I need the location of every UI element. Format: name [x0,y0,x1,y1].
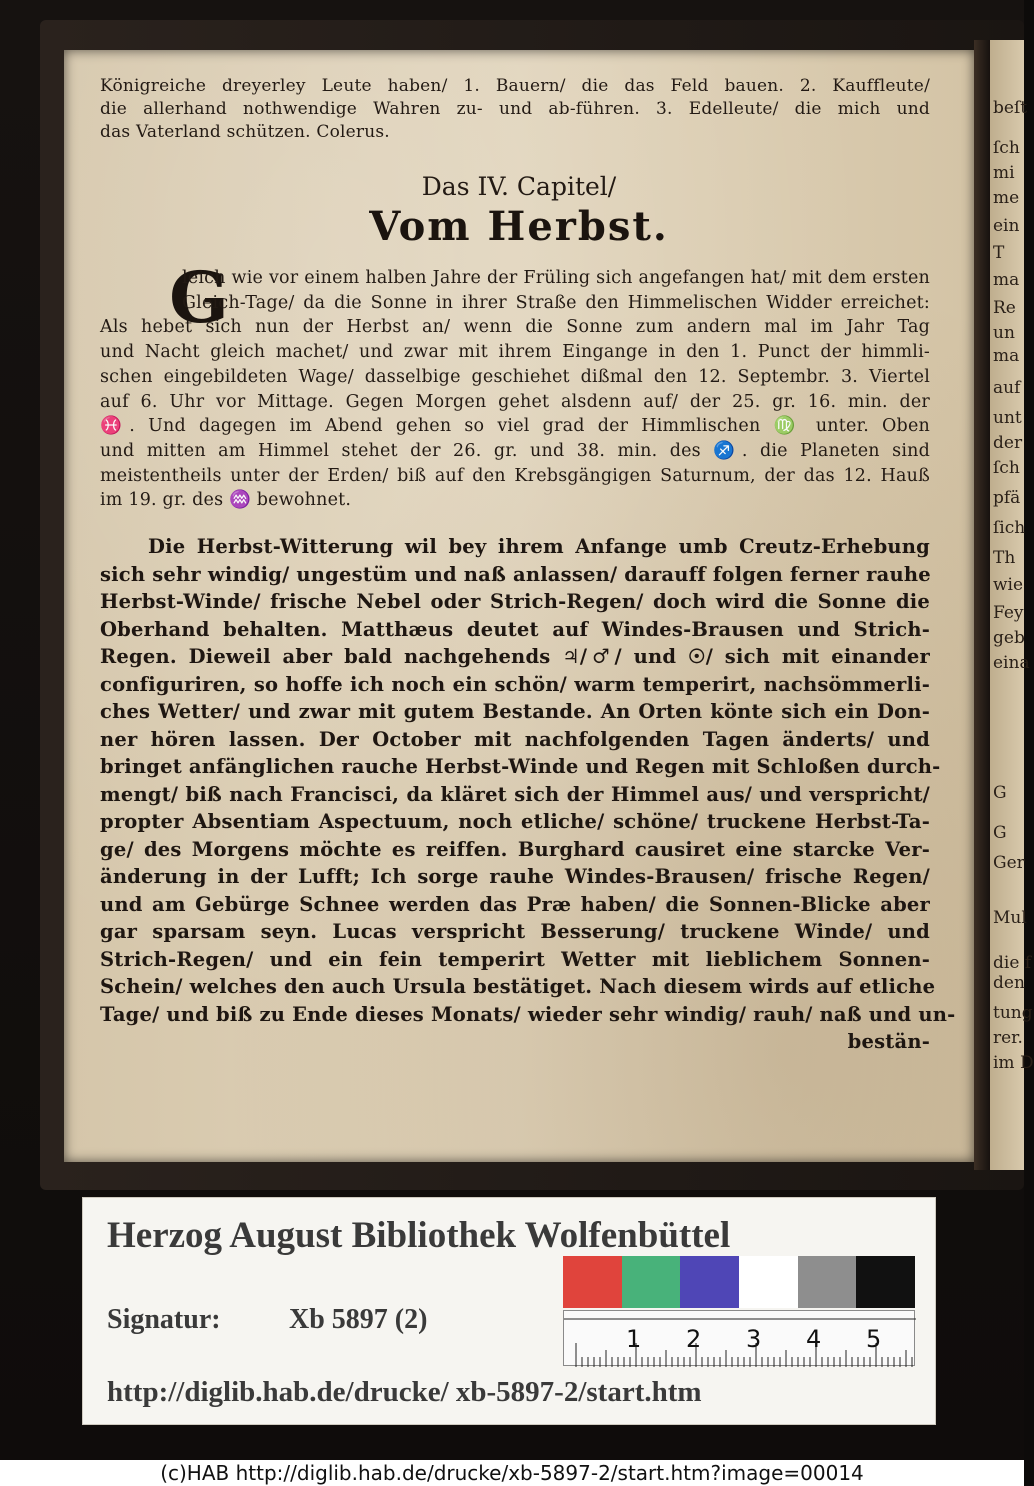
facing-page-fragment: ſch [993,458,1020,478]
text-line: meistentheils unter der Erden/ biß auf den Krebsgängigen Saturnum, der das 12. Hauß [100,465,930,486]
text-line: schen eingebildeten Wage/ dasselbige geschiehet dißmal den 12. Septembr. 3. Viertel [100,366,930,387]
facing-page-fragment: rer. [993,1028,1023,1048]
facing-page-fragment: ſch [993,138,1020,158]
text-line: leich wie vor einem halben Jahre der Früling sich angefangen hat/ mit dem ersten [182,268,930,288]
color-swatch [622,1256,681,1308]
text-line: im 19. gr. des ♒ bewohnet. [100,490,352,511]
text-line: propter Absentiam Aspectuum, noch etliche/ schöne/ truckene Herbst-Ta- [100,810,930,833]
library-title: Herzog August Bibliothek Wolfenbüttel [107,1215,731,1256]
text-line: bringet anfänglichen rauche Herbst-Winde und Regen mit Schloßen durch- [100,755,941,778]
facing-page-fragment: unt [993,408,1022,428]
text-line: Die Herbst-Witterung wil bey ihrem Anfange umb Creutz-Erhebung [148,535,930,558]
text-line: Als hebet sich nun der Herbst an/ wenn die Sonne zum andern mal im Jahr Tag [100,317,930,338]
text-line: Königreiche dreyerley Leute haben/ 1. Bauern/ die das Feld bauen. 2. Kauffleute/ [100,76,930,96]
measurement-ruler [563,1310,915,1366]
text-line: Strich-Regen/ und ein fein temperirt Wetter mit lieblichem Sonnen- [100,947,930,971]
facing-page-fragment: ſich [993,518,1026,538]
text-line: und am Gebürge Schnee werden das Præ haben/ die Sonnen-Blicke aber [100,892,930,916]
facing-page-fragment: Mul [993,908,1027,928]
text-line: ches Wetter/ und zwar mit gutem Bestande. An Orten könte sich ein Don- [100,700,930,723]
color-swatch [563,1256,622,1308]
signature-value: Xb 5897 (2) [289,1304,428,1335]
ruler-number: 3 [746,1325,762,1353]
color-swatch [739,1256,798,1308]
text-line: das Vaterland schützen. Colerus. [100,122,390,142]
facing-page-fragment: Fey [993,603,1024,623]
image-caption: (c)HAB http://diglib.hab.de/drucke/xb-5897-2/start.htm?image=00014 [0,1460,1024,1486]
text-line: mengt/ biß nach Francisci, da kläret sich der Himmel aus/ und verspricht/ [100,782,930,806]
facing-page-fragment: T [993,243,1005,263]
text-line: die allerhand nothwendige Wahren zu- und ab-führen. 3. Edelleute/ die mich und [100,99,930,119]
color-swatch [680,1256,739,1308]
text-line: configuriren, so hoffe ich noch ein schön/ warm temperirt, nachsömmerli- [100,672,930,696]
text-line: sich sehr windig/ ungestüm und naß anlassen/ darauff folgen ferner rauhe [100,562,931,586]
facing-page-fragment: die f [993,953,1032,973]
drop-cap: G [169,256,229,339]
text-line: Oberhand behalten. Matthæus deutet auf Windes-Brausen und Strich- [100,617,930,641]
color-swatch [856,1256,915,1308]
ruler-number: 4 [806,1325,822,1353]
catchword: bestän- [847,1030,930,1053]
facing-page-fragment: eina [993,653,1030,673]
facing-page-fragment: geb [993,628,1025,648]
text-line: und mitten am Himmel stehet der 26. gr. und 38. min. des ♐. die Planeten sind [100,440,930,461]
facing-page-fragment: im D [993,1053,1034,1073]
text-line: änderung in der Lufft; Ich sorge rauhe Windes-Brausen/ frische Regen/ [100,865,930,888]
facing-page-fragment: ein [993,216,1020,236]
facing-page-fragment: Th [993,548,1016,568]
color-swatch [798,1256,857,1308]
text-line: ♓. Und dagegen im Abend gehen so viel grad der Himmlischen ♍ unter. Oben [100,416,930,437]
text-line: ge/ des Morgens möchte es reiffen. Burghard causiret eine starcke Ver- [100,837,930,861]
chapter-title: Vom Herbst. [369,203,669,250]
text-line: Gleich-Tage/ da die Sonne in ihrer Straße den Himmelischen Widder erreichet: [182,292,930,313]
text-line: Tage/ und biß zu Ende dieses Monats/ wieder sehr windig/ rauh/ naß und un- [100,1002,956,1026]
library-card [82,1197,936,1425]
chapter-label: Das IV. Capitel/ [421,172,617,201]
library-url: http://diglib.hab.de/drucke/ xb-5897-2/start.htm [107,1376,702,1408]
facing-page-fragment: ma [993,346,1020,366]
facing-page-fragment: Ger [993,853,1025,873]
facing-page-fragment: wie [993,575,1024,595]
text-line: auf 6. Uhr vor Mittage. Gegen Morgen gehet alsdenn auf/ der 25. gr. 16. min. der [100,391,930,412]
ruler-graphic [564,1311,916,1367]
ruler-number: 1 [626,1325,642,1353]
facing-page-fragment: pfä [993,488,1021,508]
text-line: Schein/ welches den auch Ursula bestätiget. Nach diesem wirds auf etliche [100,975,936,998]
text-line: Regen. Dieweil aber bald nachgehends ♃/♂/ und ☉/ sich mit einander [100,645,930,668]
facing-page-fragment: ma [993,270,1020,290]
facing-page-fragment: beſt [993,98,1028,118]
facing-page-fragment: den [993,973,1025,993]
text-line: gar sparsam seyn. Lucas verspricht Besserung/ truckene Winde/ und [100,920,930,943]
text-line: und Nacht gleich machet/ und zwar mit ihrem Eingange in den 1. Punct der himmli- [100,342,930,363]
facing-page-fragment: der [993,433,1023,453]
facing-page-fragment: me [993,188,1020,208]
facing-page-fragment: mi [993,163,1015,183]
text-line: ner hören lassen. Der October mit nachfolgenden Tagen änderts/ und [100,727,930,751]
ruler-number: 5 [866,1325,882,1353]
facing-page-fragment: un [993,323,1015,343]
facing-page-fragment: G [993,783,1007,803]
facing-page-fragment: auf [993,378,1021,398]
text-line: Herbst-Winde/ frische Nebel oder Strich-Regen/ doch wird die Sonne die [100,590,930,613]
facing-page-edge [990,40,1034,1170]
signature-label: Signatur: [107,1304,221,1335]
facing-page-fragment: Re [993,298,1016,318]
ruler-number: 2 [686,1325,702,1353]
facing-page-fragment: tung [993,1003,1033,1023]
facing-page-fragment: G [993,823,1007,843]
color-calibration-strip [563,1256,915,1308]
